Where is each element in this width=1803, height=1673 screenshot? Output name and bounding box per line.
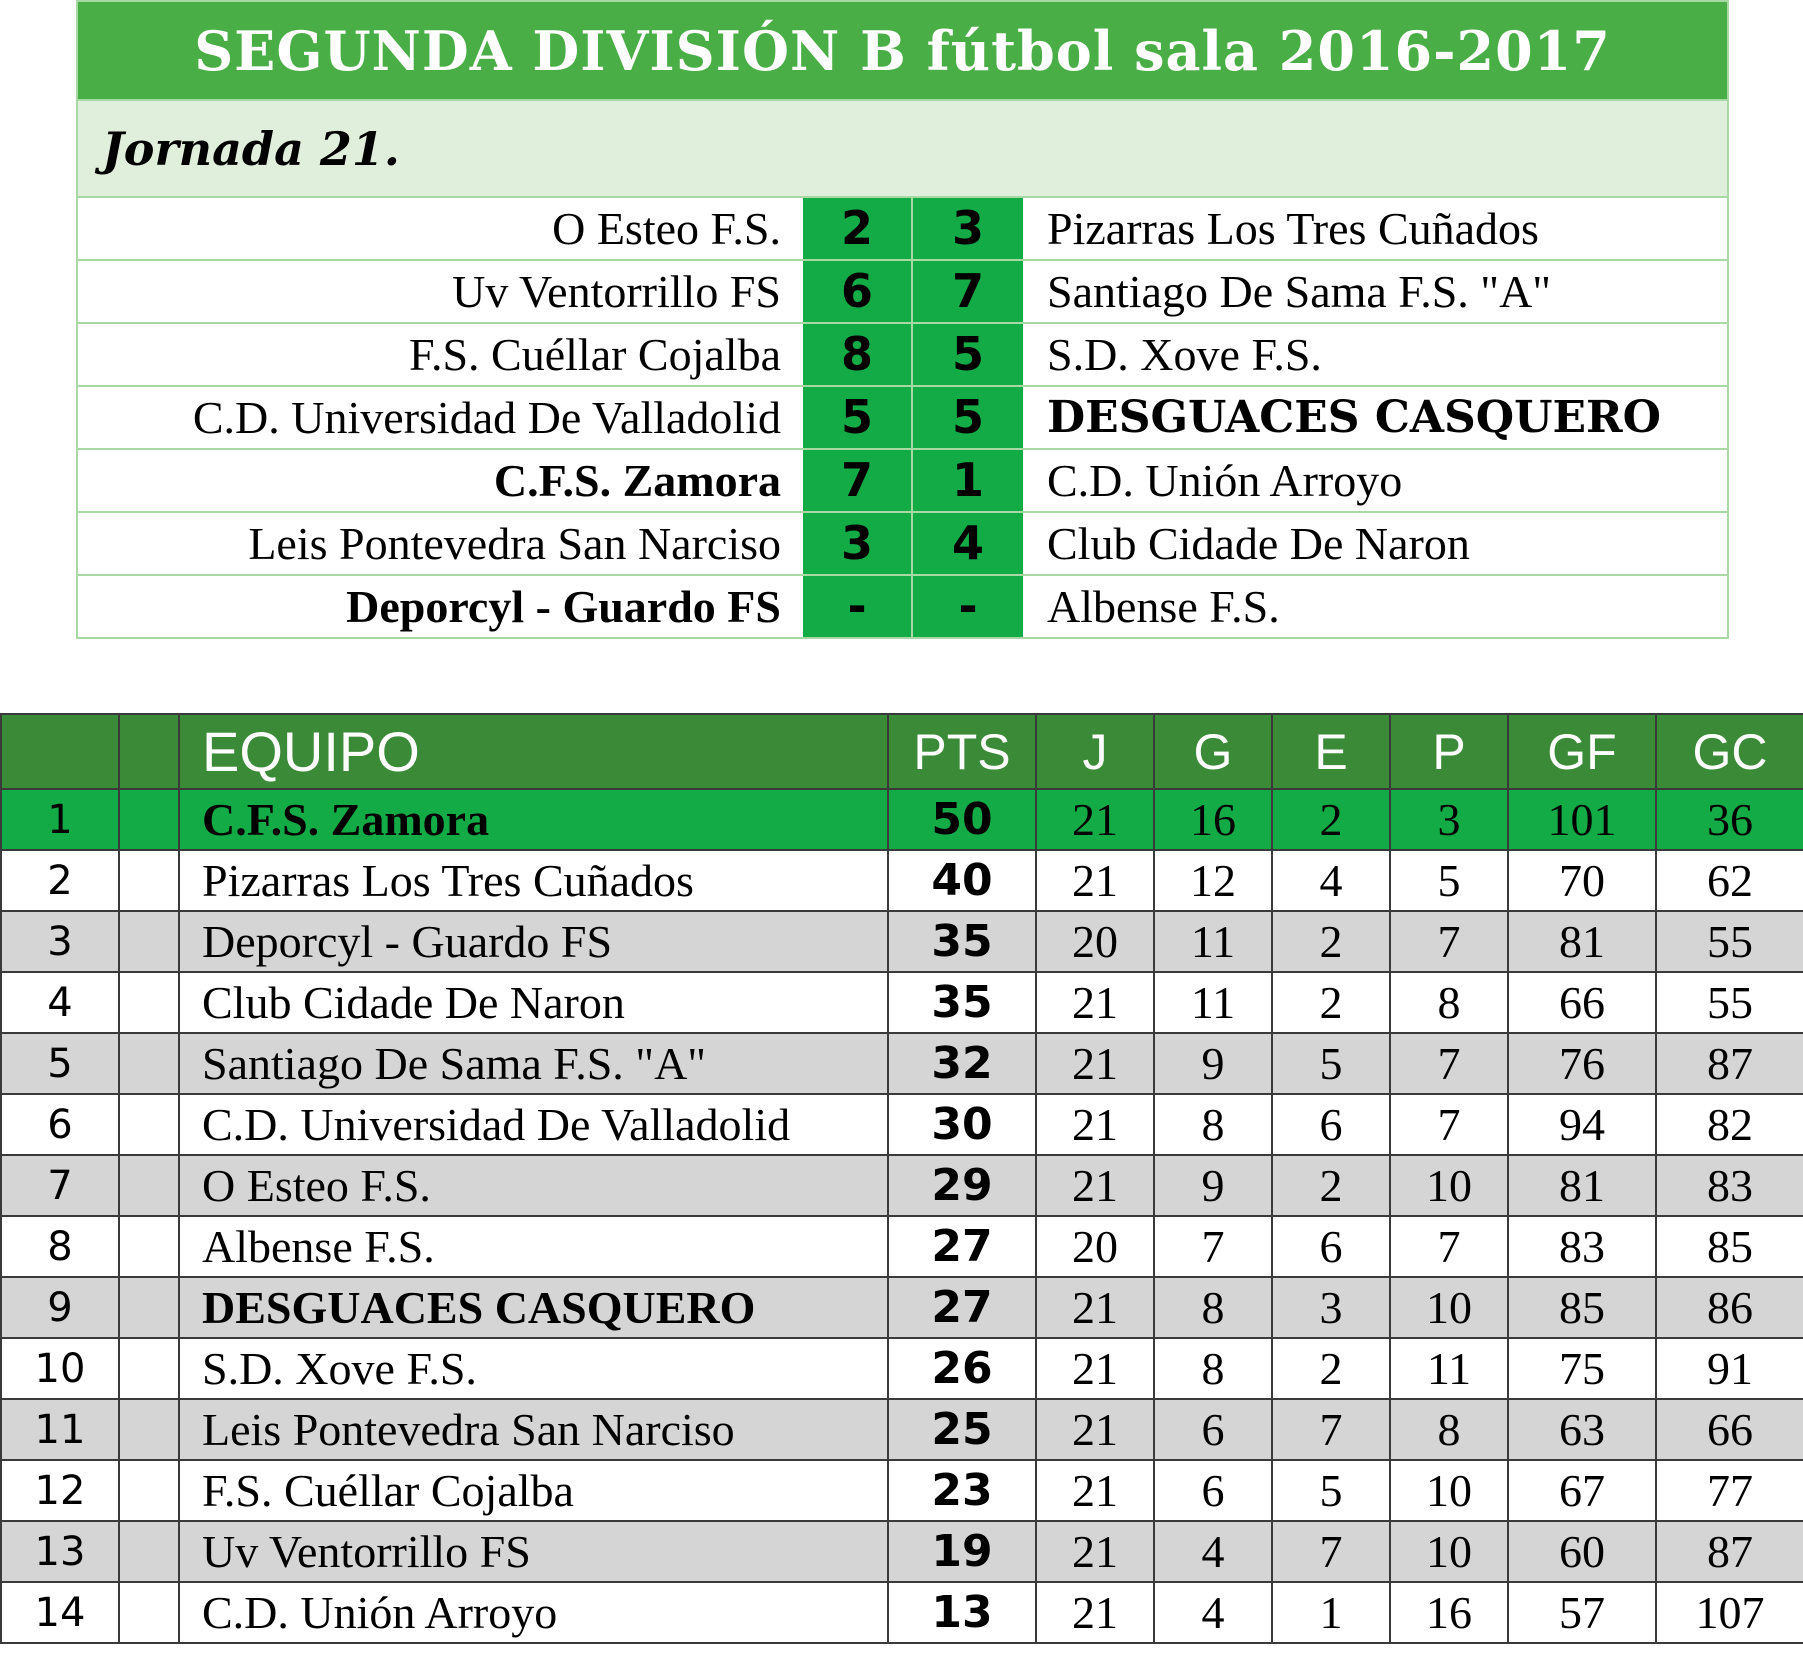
position-cell: 12 bbox=[1, 1460, 119, 1521]
goals-for-cell: 67 bbox=[1508, 1460, 1656, 1521]
table-row bbox=[1, 1521, 1803, 1582]
won-header: G bbox=[1154, 714, 1272, 789]
lost-cell: 16 bbox=[1390, 1582, 1508, 1643]
table-row bbox=[1, 1216, 1803, 1277]
won-cell: 6 bbox=[1154, 1460, 1272, 1521]
points-cell: 50 bbox=[888, 789, 1036, 850]
marker-cell bbox=[119, 1338, 179, 1399]
played-cell: 20 bbox=[1036, 1216, 1154, 1277]
played-cell: 21 bbox=[1036, 1399, 1154, 1460]
points-cell: 26 bbox=[888, 1338, 1036, 1399]
marker-cell bbox=[119, 1094, 179, 1155]
played-header: J bbox=[1036, 714, 1154, 789]
lost-cell: 7 bbox=[1390, 911, 1508, 972]
team-cell: C.D. Unión Arroyo bbox=[179, 1582, 888, 1643]
goals-against-cell: 36 bbox=[1656, 789, 1803, 850]
goals-against-cell: 86 bbox=[1656, 1277, 1803, 1338]
won-cell: 9 bbox=[1154, 1155, 1272, 1216]
goals-against-cell: 66 bbox=[1656, 1399, 1803, 1460]
team-cell: Santiago De Sama F.S. "A" bbox=[179, 1033, 888, 1094]
away-score: 4 bbox=[913, 513, 1023, 574]
home-score: - bbox=[803, 576, 913, 637]
team-cell: Club Cidade De Naron bbox=[179, 972, 888, 1033]
points-cell: 19 bbox=[888, 1521, 1036, 1582]
lost-cell: 11 bbox=[1390, 1338, 1508, 1399]
position-cell: 3 bbox=[1, 911, 119, 972]
points-cell: 27 bbox=[888, 1216, 1036, 1277]
home-team: Leis Pontevedra San Narciso bbox=[248, 518, 781, 569]
table-row bbox=[1, 1399, 1803, 1460]
away-score: 1 bbox=[913, 450, 1023, 511]
team-cell: F.S. Cuéllar Cojalba bbox=[179, 1460, 888, 1521]
won-cell: 11 bbox=[1154, 911, 1272, 972]
drawn-header: E bbox=[1272, 714, 1390, 789]
table-row bbox=[1, 1338, 1803, 1399]
points-cell: 35 bbox=[888, 972, 1036, 1033]
team-cell: Albense F.S. bbox=[179, 1216, 888, 1277]
position-cell: 8 bbox=[1, 1216, 119, 1277]
lost-cell: 5 bbox=[1390, 850, 1508, 911]
team-cell: Deporcyl - Guardo FS bbox=[179, 911, 888, 972]
played-cell: 21 bbox=[1036, 1521, 1154, 1582]
goals-against-header: GC bbox=[1656, 714, 1803, 789]
table-row bbox=[1, 1155, 1803, 1216]
goals-for-cell: 83 bbox=[1508, 1216, 1656, 1277]
goals-for-cell: 94 bbox=[1508, 1094, 1656, 1155]
marker-cell bbox=[119, 789, 179, 850]
team-cell: O Esteo F.S. bbox=[179, 1155, 888, 1216]
team-header: EQUIPO bbox=[179, 714, 888, 789]
drawn-cell: 7 bbox=[1272, 1521, 1390, 1582]
won-cell: 4 bbox=[1154, 1521, 1272, 1582]
away-team: S.D. Xove F.S. bbox=[1047, 329, 1322, 380]
marker-cell bbox=[119, 1033, 179, 1094]
marker-cell bbox=[119, 1216, 179, 1277]
table-row bbox=[1, 972, 1803, 1033]
played-cell: 21 bbox=[1036, 1582, 1154, 1643]
home-team: Deporcyl - Guardo FS bbox=[346, 581, 781, 632]
match-row bbox=[78, 322, 1727, 385]
points-cell: 29 bbox=[888, 1155, 1036, 1216]
goals-against-cell: 62 bbox=[1656, 850, 1803, 911]
goals-for-cell: 81 bbox=[1508, 911, 1656, 972]
goals-against-cell: 107 bbox=[1656, 1582, 1803, 1643]
played-cell: 21 bbox=[1036, 1094, 1154, 1155]
goals-for-cell: 76 bbox=[1508, 1033, 1656, 1094]
points-cell: 25 bbox=[888, 1399, 1036, 1460]
position-cell: 13 bbox=[1, 1521, 119, 1582]
position-cell: 10 bbox=[1, 1338, 119, 1399]
goals-for-cell: 85 bbox=[1508, 1277, 1656, 1338]
goals-for-header: GF bbox=[1508, 714, 1656, 789]
match-row bbox=[78, 259, 1727, 322]
marker-cell bbox=[119, 1399, 179, 1460]
table-row bbox=[1, 1033, 1803, 1094]
played-cell: 21 bbox=[1036, 1033, 1154, 1094]
drawn-cell: 6 bbox=[1272, 1216, 1390, 1277]
points-cell: 30 bbox=[888, 1094, 1036, 1155]
goals-against-cell: 87 bbox=[1656, 1521, 1803, 1582]
goals-for-cell: 66 bbox=[1508, 972, 1656, 1033]
away-score: 5 bbox=[913, 387, 1023, 448]
points-cell: 40 bbox=[888, 850, 1036, 911]
marker-cell bbox=[119, 972, 179, 1033]
team-cell: C.F.S. Zamora bbox=[179, 789, 888, 850]
table-row bbox=[1, 911, 1803, 972]
goals-for-cell: 70 bbox=[1508, 850, 1656, 911]
home-score: 3 bbox=[803, 513, 913, 574]
goals-against-cell: 87 bbox=[1656, 1033, 1803, 1094]
home-score: 2 bbox=[803, 198, 913, 259]
away-score: 3 bbox=[913, 198, 1023, 259]
drawn-cell: 2 bbox=[1272, 1338, 1390, 1399]
points-header: PTS bbox=[888, 714, 1036, 789]
position-cell: 1 bbox=[1, 789, 119, 850]
position-cell: 6 bbox=[1, 1094, 119, 1155]
lost-cell: 3 bbox=[1390, 789, 1508, 850]
match-row bbox=[78, 574, 1727, 637]
home-score: 7 bbox=[803, 450, 913, 511]
table-row bbox=[1, 1460, 1803, 1521]
won-cell: 6 bbox=[1154, 1399, 1272, 1460]
home-score: 8 bbox=[803, 324, 913, 385]
goals-against-cell: 77 bbox=[1656, 1460, 1803, 1521]
drawn-cell: 2 bbox=[1272, 972, 1390, 1033]
goals-against-cell: 85 bbox=[1656, 1216, 1803, 1277]
goals-for-cell: 57 bbox=[1508, 1582, 1656, 1643]
competition-title: SEGUNDA DIVISIÓN B fútbol sala 2016-2017 bbox=[78, 2, 1727, 99]
points-cell: 27 bbox=[888, 1277, 1036, 1338]
marker-cell bbox=[119, 1460, 179, 1521]
standings-table bbox=[0, 713, 1803, 1644]
won-cell: 4 bbox=[1154, 1582, 1272, 1643]
position-cell: 9 bbox=[1, 1277, 119, 1338]
lost-cell: 10 bbox=[1390, 1521, 1508, 1582]
home-team: F.S. Cuéllar Cojalba bbox=[409, 329, 781, 380]
goals-against-cell: 83 bbox=[1656, 1155, 1803, 1216]
goals-for-cell: 60 bbox=[1508, 1521, 1656, 1582]
away-score: 5 bbox=[913, 324, 1023, 385]
position-cell: 2 bbox=[1, 850, 119, 911]
away-score: 7 bbox=[913, 261, 1023, 322]
drawn-cell: 7 bbox=[1272, 1399, 1390, 1460]
played-cell: 21 bbox=[1036, 850, 1154, 911]
played-cell: 20 bbox=[1036, 911, 1154, 972]
drawn-cell: 5 bbox=[1272, 1460, 1390, 1521]
match-row bbox=[78, 196, 1727, 259]
points-cell: 32 bbox=[888, 1033, 1036, 1094]
away-score: - bbox=[913, 576, 1023, 637]
home-team: Uv Ventorrillo FS bbox=[452, 266, 781, 317]
marker-cell bbox=[119, 911, 179, 972]
marker-cell bbox=[119, 1155, 179, 1216]
position-cell: 5 bbox=[1, 1033, 119, 1094]
played-cell: 21 bbox=[1036, 1338, 1154, 1399]
won-cell: 16 bbox=[1154, 789, 1272, 850]
table-row bbox=[1, 1582, 1803, 1643]
away-team: Pizarras Los Tres Cuñados bbox=[1047, 203, 1539, 254]
position-header bbox=[1, 714, 119, 789]
won-cell: 7 bbox=[1154, 1216, 1272, 1277]
drawn-cell: 2 bbox=[1272, 1155, 1390, 1216]
goals-against-cell: 55 bbox=[1656, 911, 1803, 972]
home-score: 5 bbox=[803, 387, 913, 448]
goals-for-cell: 101 bbox=[1508, 789, 1656, 850]
played-cell: 21 bbox=[1036, 972, 1154, 1033]
points-cell: 23 bbox=[888, 1460, 1036, 1521]
won-cell: 8 bbox=[1154, 1338, 1272, 1399]
home-team: C.F.S. Zamora bbox=[493, 455, 781, 506]
drawn-cell: 4 bbox=[1272, 850, 1390, 911]
goals-for-cell: 75 bbox=[1508, 1338, 1656, 1399]
position-cell: 7 bbox=[1, 1155, 119, 1216]
team-cell: Uv Ventorrillo FS bbox=[179, 1521, 888, 1582]
lost-header: P bbox=[1390, 714, 1508, 789]
drawn-cell: 1 bbox=[1272, 1582, 1390, 1643]
team-cell: DESGUACES CASQUERO bbox=[179, 1277, 888, 1338]
won-cell: 8 bbox=[1154, 1094, 1272, 1155]
marker-cell bbox=[119, 850, 179, 911]
lost-cell: 10 bbox=[1390, 1277, 1508, 1338]
lost-cell: 8 bbox=[1390, 1399, 1508, 1460]
drawn-cell: 6 bbox=[1272, 1094, 1390, 1155]
marker-cell bbox=[119, 1277, 179, 1338]
table-row bbox=[1, 1277, 1803, 1338]
team-cell: Leis Pontevedra San Narciso bbox=[179, 1399, 888, 1460]
drawn-cell: 2 bbox=[1272, 789, 1390, 850]
home-team: O Esteo F.S. bbox=[552, 203, 781, 254]
won-cell: 12 bbox=[1154, 850, 1272, 911]
marker-header bbox=[119, 714, 179, 789]
home-team: C.D. Universidad De Valladolid bbox=[192, 392, 781, 443]
drawn-cell: 5 bbox=[1272, 1033, 1390, 1094]
table-row bbox=[1, 789, 1803, 850]
drawn-cell: 2 bbox=[1272, 911, 1390, 972]
goals-against-cell: 55 bbox=[1656, 972, 1803, 1033]
goals-against-cell: 82 bbox=[1656, 1094, 1803, 1155]
home-score: 6 bbox=[803, 261, 913, 322]
table-row bbox=[1, 850, 1803, 911]
lost-cell: 10 bbox=[1390, 1155, 1508, 1216]
match-row bbox=[78, 385, 1727, 448]
lost-cell: 7 bbox=[1390, 1033, 1508, 1094]
position-cell: 4 bbox=[1, 972, 119, 1033]
standings-header-row bbox=[1, 714, 1803, 789]
won-cell: 9 bbox=[1154, 1033, 1272, 1094]
played-cell: 21 bbox=[1036, 789, 1154, 850]
table-row bbox=[1, 1094, 1803, 1155]
position-cell: 14 bbox=[1, 1582, 119, 1643]
away-team: Albense F.S. bbox=[1047, 581, 1280, 632]
away-team: Santiago De Sama F.S. "A" bbox=[1047, 266, 1552, 317]
played-cell: 21 bbox=[1036, 1277, 1154, 1338]
won-cell: 11 bbox=[1154, 972, 1272, 1033]
goals-for-cell: 63 bbox=[1508, 1399, 1656, 1460]
round-label: Jornada 21. bbox=[78, 99, 1727, 196]
marker-cell bbox=[119, 1582, 179, 1643]
lost-cell: 7 bbox=[1390, 1094, 1508, 1155]
away-team: C.D. Unión Arroyo bbox=[1047, 455, 1403, 506]
points-cell: 13 bbox=[888, 1582, 1036, 1643]
team-cell: Pizarras Los Tres Cuñados bbox=[179, 850, 888, 911]
played-cell: 21 bbox=[1036, 1155, 1154, 1216]
match-row bbox=[78, 448, 1727, 511]
results-panel bbox=[76, 0, 1729, 639]
position-cell: 11 bbox=[1, 1399, 119, 1460]
lost-cell: 7 bbox=[1390, 1216, 1508, 1277]
lost-cell: 8 bbox=[1390, 972, 1508, 1033]
match-row bbox=[78, 511, 1727, 574]
points-cell: 35 bbox=[888, 911, 1036, 972]
goals-for-cell: 81 bbox=[1508, 1155, 1656, 1216]
goals-against-cell: 91 bbox=[1656, 1338, 1803, 1399]
won-cell: 8 bbox=[1154, 1277, 1272, 1338]
away-team: Club Cidade De Naron bbox=[1047, 518, 1470, 569]
drawn-cell: 3 bbox=[1272, 1277, 1390, 1338]
away-team: DESGUACES CASQUERO bbox=[1047, 392, 1661, 443]
lost-cell: 10 bbox=[1390, 1460, 1508, 1521]
team-cell: C.D. Universidad De Valladolid bbox=[179, 1094, 888, 1155]
marker-cell bbox=[119, 1521, 179, 1582]
played-cell: 21 bbox=[1036, 1460, 1154, 1521]
team-cell: S.D. Xove F.S. bbox=[179, 1338, 888, 1399]
